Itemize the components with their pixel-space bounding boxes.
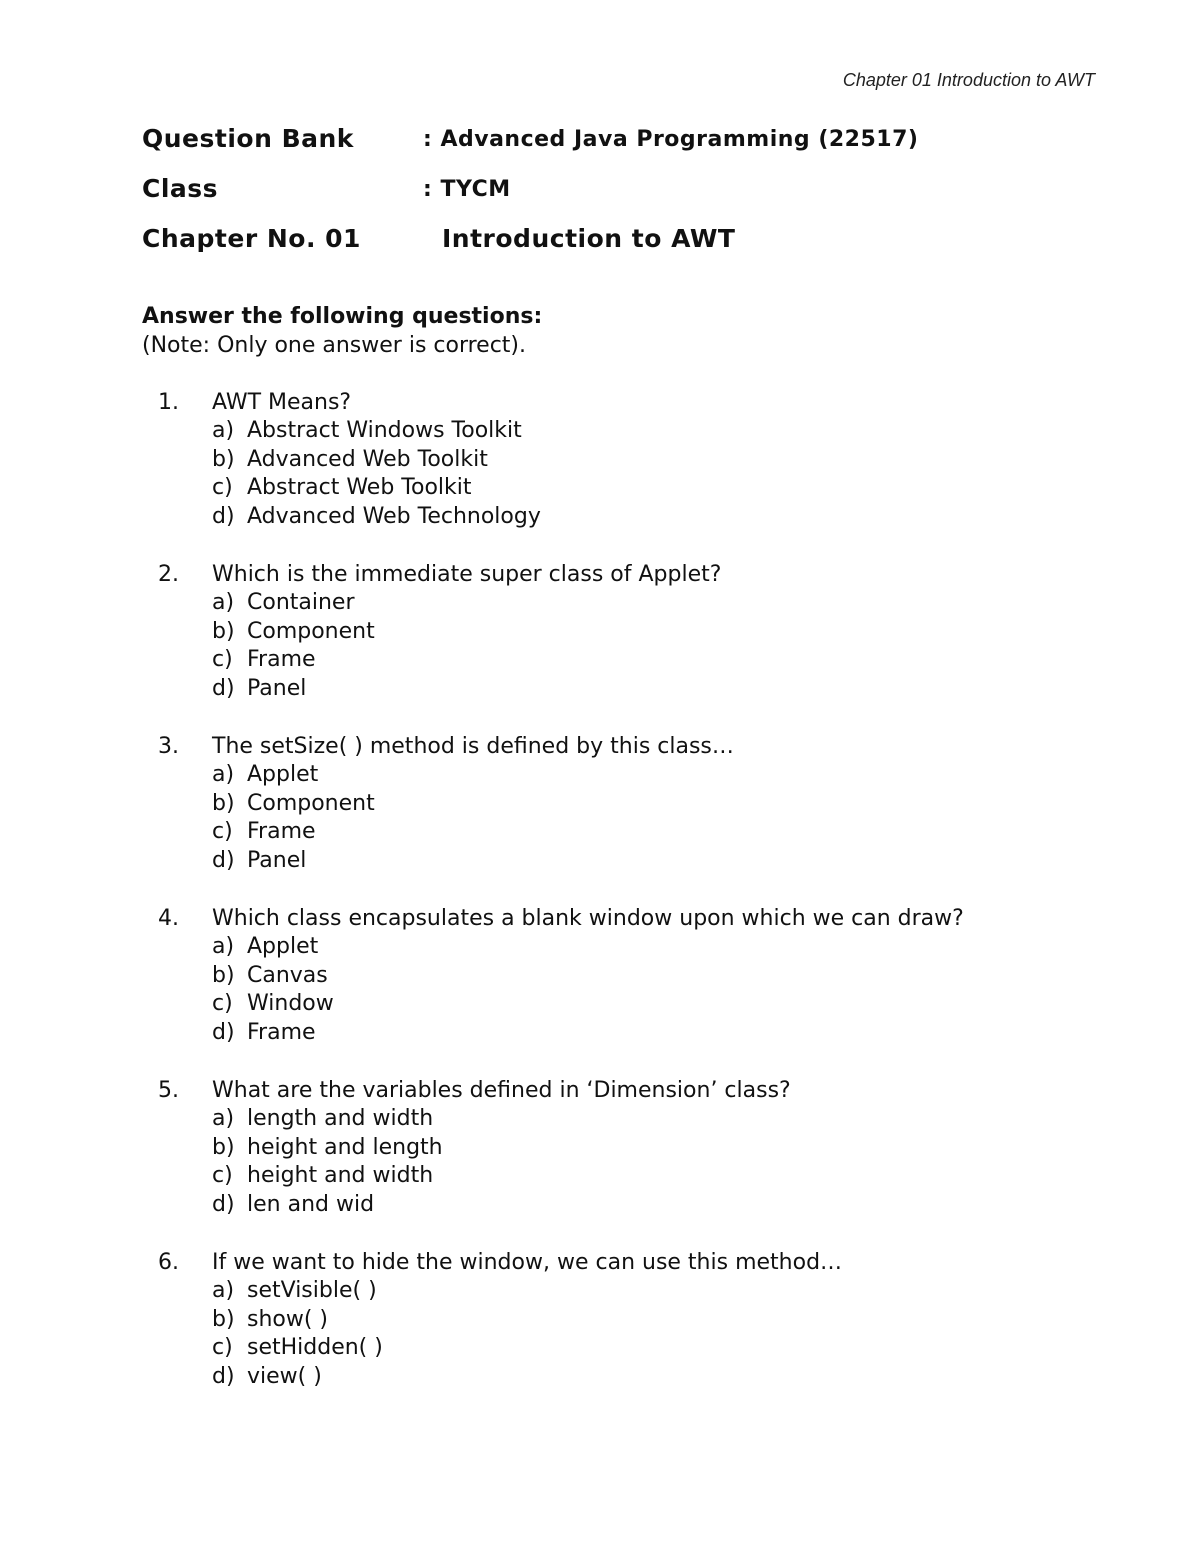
option-letter: b)	[212, 446, 235, 472]
question-list	[142, 388, 1082, 1420]
question-item	[142, 904, 1082, 1076]
option-item	[212, 446, 541, 475]
option-text: setVisible( )	[247, 1278, 377, 1303]
option-text: height and width	[247, 1163, 434, 1189]
question-item	[142, 388, 1082, 560]
option-letter: a)	[212, 590, 235, 615]
option-text: Advanced Web Technology	[247, 503, 541, 529]
option-list	[212, 933, 334, 1047]
option-item	[212, 675, 375, 704]
option-text: length and width	[247, 1106, 434, 1131]
option-letter: b)	[212, 790, 235, 816]
question-text: What are the variables defined in ‘Dimension’ class?	[212, 1078, 791, 1103]
option-letter: b)	[212, 962, 235, 988]
class-value: : TYCM	[423, 177, 511, 202]
option-text: Panel	[247, 675, 307, 701]
option-item	[212, 847, 375, 876]
option-text: Canvas	[247, 962, 328, 988]
option-list	[212, 417, 541, 531]
instructions-note: (Note: Only one answer is correct).	[142, 333, 527, 358]
option-text: Component	[247, 790, 375, 816]
option-letter: b)	[212, 618, 235, 644]
option-list	[212, 1105, 443, 1219]
option-letter: c)	[212, 1335, 233, 1361]
option-item	[212, 933, 334, 962]
option-item	[212, 761, 375, 790]
option-text: view( )	[247, 1363, 322, 1389]
question-bank-label: Question Bank	[142, 124, 354, 153]
option-list	[212, 589, 375, 703]
option-item	[212, 1162, 443, 1191]
option-text: Frame	[247, 1019, 316, 1045]
option-text: Frame	[247, 647, 316, 673]
option-list	[212, 761, 375, 875]
option-text: Advanced Web Toolkit	[247, 446, 488, 472]
question-item	[142, 1076, 1082, 1248]
option-letter: d)	[212, 675, 235, 701]
option-list	[212, 1277, 383, 1391]
option-item	[212, 417, 541, 446]
option-letter: d)	[212, 1363, 235, 1389]
option-item	[212, 618, 375, 647]
option-letter: c)	[212, 819, 233, 845]
option-letter: d)	[212, 1019, 235, 1045]
option-item	[212, 1363, 383, 1392]
option-text: height and length	[247, 1134, 443, 1160]
question-text: Which is the immediate super class of Applet?	[212, 562, 722, 587]
question-bank-value: : Advanced Java Programming (22517)	[423, 127, 919, 152]
option-letter: b)	[212, 1134, 235, 1160]
question-item	[142, 1248, 1082, 1420]
instructions-heading: Answer the following questions:	[142, 304, 543, 329]
option-text: Panel	[247, 847, 307, 873]
option-letter: a)	[212, 1106, 235, 1131]
option-item	[212, 503, 541, 532]
question-number: 3.	[158, 734, 179, 759]
option-text: Window	[247, 991, 334, 1017]
question-number: 6.	[158, 1250, 179, 1275]
question-number: 1.	[158, 390, 179, 415]
question-number: 2.	[158, 562, 179, 587]
option-text: Abstract Windows Toolkit	[247, 418, 522, 443]
option-text: Applet	[247, 762, 319, 787]
option-item	[212, 1334, 383, 1363]
running-header: Chapter 01 Introduction to AWT	[842, 70, 1095, 90]
option-item	[212, 790, 375, 819]
option-item	[212, 646, 375, 675]
option-text: Container	[247, 590, 355, 615]
question-text: AWT Means?	[212, 390, 352, 415]
chapter-value: Introduction to AWT	[442, 224, 736, 253]
option-item	[212, 962, 334, 991]
option-letter: c)	[212, 991, 233, 1017]
option-text: len and wid	[247, 1191, 375, 1217]
option-letter: c)	[212, 475, 233, 501]
option-letter: a)	[212, 1278, 235, 1303]
option-item	[212, 1191, 443, 1220]
option-text: Applet	[247, 934, 319, 959]
option-item	[212, 818, 375, 847]
option-letter: d)	[212, 1191, 235, 1217]
option-item	[212, 1277, 383, 1306]
class-label: Class	[142, 174, 219, 203]
option-item	[212, 990, 334, 1019]
option-text: show( )	[247, 1306, 329, 1332]
question-text: The setSize( ) method is defined by this class…	[212, 734, 734, 759]
option-letter: d)	[212, 847, 235, 873]
option-item	[212, 1134, 443, 1163]
option-letter: a)	[212, 934, 235, 959]
question-text: If we want to hide the window, we can use this method…	[212, 1250, 843, 1275]
option-item	[212, 589, 375, 618]
option-text: setHidden( )	[247, 1335, 383, 1361]
option-letter: c)	[212, 647, 233, 673]
option-text: Abstract Web Toolkit	[247, 475, 472, 501]
question-number: 4.	[158, 906, 179, 931]
option-letter: d)	[212, 503, 235, 529]
option-item	[212, 1306, 383, 1335]
question-number: 5.	[158, 1078, 179, 1103]
question-item	[142, 560, 1082, 732]
option-item	[212, 1105, 443, 1134]
option-text: Component	[247, 618, 375, 644]
question-item	[142, 732, 1082, 904]
option-item	[212, 474, 541, 503]
option-letter: c)	[212, 1163, 233, 1189]
option-letter: b)	[212, 1306, 235, 1332]
question-text: Which class encapsulates a blank window upon which we can draw?	[212, 906, 964, 931]
option-letter: a)	[212, 418, 235, 443]
instructions	[142, 302, 542, 360]
option-text: Frame	[247, 819, 316, 845]
option-letter: a)	[212, 762, 235, 787]
option-item	[212, 1019, 334, 1048]
chapter-label: Chapter No. 01	[142, 224, 361, 253]
